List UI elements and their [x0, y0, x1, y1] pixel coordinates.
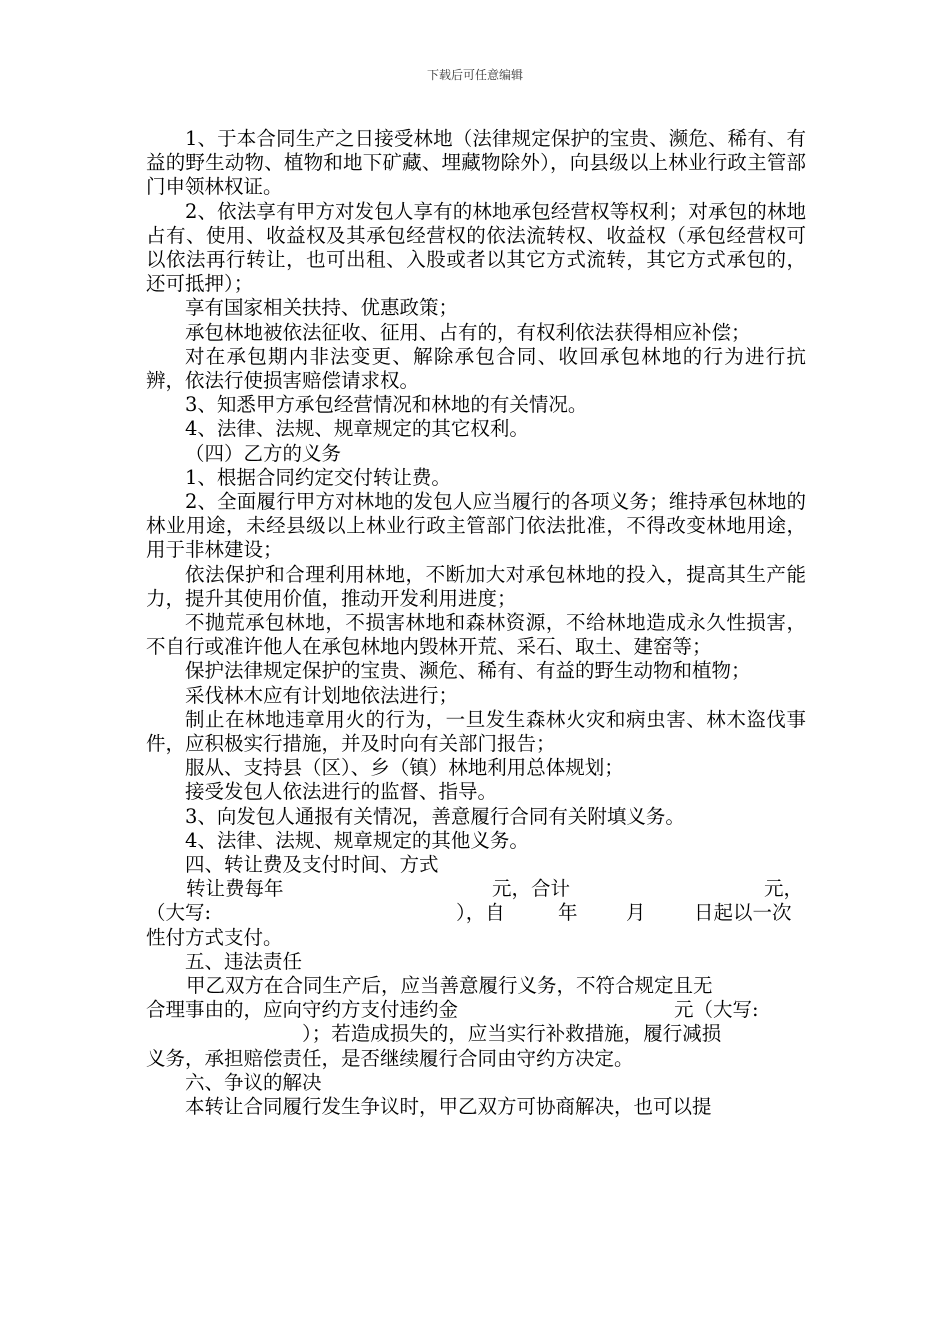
fee-unit: 元，合计	[492, 877, 571, 901]
paragraph: 2、依法享有甲方对发包人享有的林地承包经营权等权利；对承包的林地占有、使用、收益权及其承包经营权的依法流转权、收益权（承包经营权可以依法再行转让，也可出租、入股或者以其它方式流转，其它方式承包的，还可抵押）；	[146, 199, 806, 296]
paragraph: 服从、支持县（区）、乡（镇）林地利用总体规划；	[185, 756, 624, 780]
fee-total-unit: 元，	[764, 877, 804, 901]
liability-line-4	[146, 1047, 806, 1071]
liability-line-2	[146, 998, 806, 1022]
fee-day: 日起以一次	[694, 901, 792, 925]
paragraph: 3、向发包人通报有关情况，善意履行合同有关附填义务。	[185, 804, 685, 828]
liability-text: ）；若造成损失的，应当实行补救措施，履行减损	[302, 1022, 722, 1046]
liability-text: 甲乙双方在合同生产后，应当善意履行义务，不符合规定且无	[186, 974, 713, 998]
paragraph: 1、于本合同生产之日接受林地（法律规定保护的宝贵、濒危、稀有、有益的野生动物、植物和地下矿藏、埋藏物除外），向县级以上林业行政主管部门申领林权证。	[146, 127, 806, 199]
fee-label: 转让费每年	[186, 877, 284, 901]
section-heading: 四、转让费及支付时间、方式	[185, 853, 439, 877]
liability-line-1	[146, 974, 806, 998]
fee-line-1	[146, 877, 806, 901]
paragraph: 本转让合同履行发生争议时，甲乙双方可协商解决，也可以提	[185, 1095, 712, 1119]
paragraph: 保护法律规定保护的宝贵、濒危、稀有、有益的野生动物和植物；	[185, 659, 751, 683]
paragraph: 4、法律、法规、规章规定的其它权利。	[185, 417, 529, 441]
fee-from: ），自	[456, 901, 505, 925]
paragraph: 依法保护和合理利用林地，不断加大对承包林地的投入，提高其生产能力，提升其使用价值，推动开发利用进度；	[146, 562, 806, 610]
liability-text: 合理事由的，应向守约方支付违约金	[146, 998, 459, 1022]
paragraph: 对在承包期内非法变更、解除承包合同、收回承包林地的行为进行抗辨，依法行使损害赔偿请求权。	[146, 344, 806, 393]
paragraph: 制止在林地违章用火的行为，一旦发生森林火灾和病虫害、林木盗伐事件，应积极实行措施，并及时向有关部门报告；	[146, 707, 806, 756]
paragraph: 2、全面履行甲方对林地的发包人应当履行的各项义务；维持承包林地的林业用途，未经县级以上林业行政主管部门依法批准，不得改变林地用途，用于非林建设；	[146, 490, 806, 562]
paragraph: 接受发包人依法进行的监督、指导。	[185, 780, 498, 804]
liability-text: 义务，承担赔偿责任，是否继续履行合同由守约方决定。	[146, 1046, 634, 1070]
paragraph: 性付方式支付。	[146, 925, 283, 949]
paragraph: 4、法律、法规、规章规定的其他义务。	[185, 828, 529, 852]
document-body	[146, 127, 806, 1119]
fee-year: 年	[558, 901, 578, 925]
header-note: 下载后可任意编辑	[426, 68, 523, 82]
paragraph: 享有国家相关扶持、优惠政策；	[185, 296, 459, 320]
liability-line-3	[146, 1022, 806, 1046]
section-heading: （四）乙方的义务	[185, 441, 342, 465]
fee-line-2	[146, 901, 806, 925]
paragraph: 承包林地被依法征收、征用、占有的，有权利依法获得相应补偿；	[185, 320, 751, 344]
section-heading: 六、争议的解决	[185, 1070, 322, 1094]
fee-month: 月	[626, 901, 646, 925]
section-heading: 五、违法责任	[185, 949, 303, 973]
paragraph: 1、根据合同约定交付转让费。	[185, 465, 451, 489]
paragraph: 不抛荒承包林地，不损害林地和森林资源，不给林地造成永久性损害，不自行或准许他人在承包林地内毁林开荒、采石、取土、建窑等；	[146, 611, 806, 659]
paragraph: 3、知悉甲方承包经营情况和林地的有关情况。	[185, 393, 588, 417]
liability-unit: 元（大写:	[674, 998, 759, 1022]
fee-uppercase-label: （大写:	[146, 901, 212, 925]
paragraph: 采伐林木应有计划地依法进行；	[185, 683, 459, 707]
